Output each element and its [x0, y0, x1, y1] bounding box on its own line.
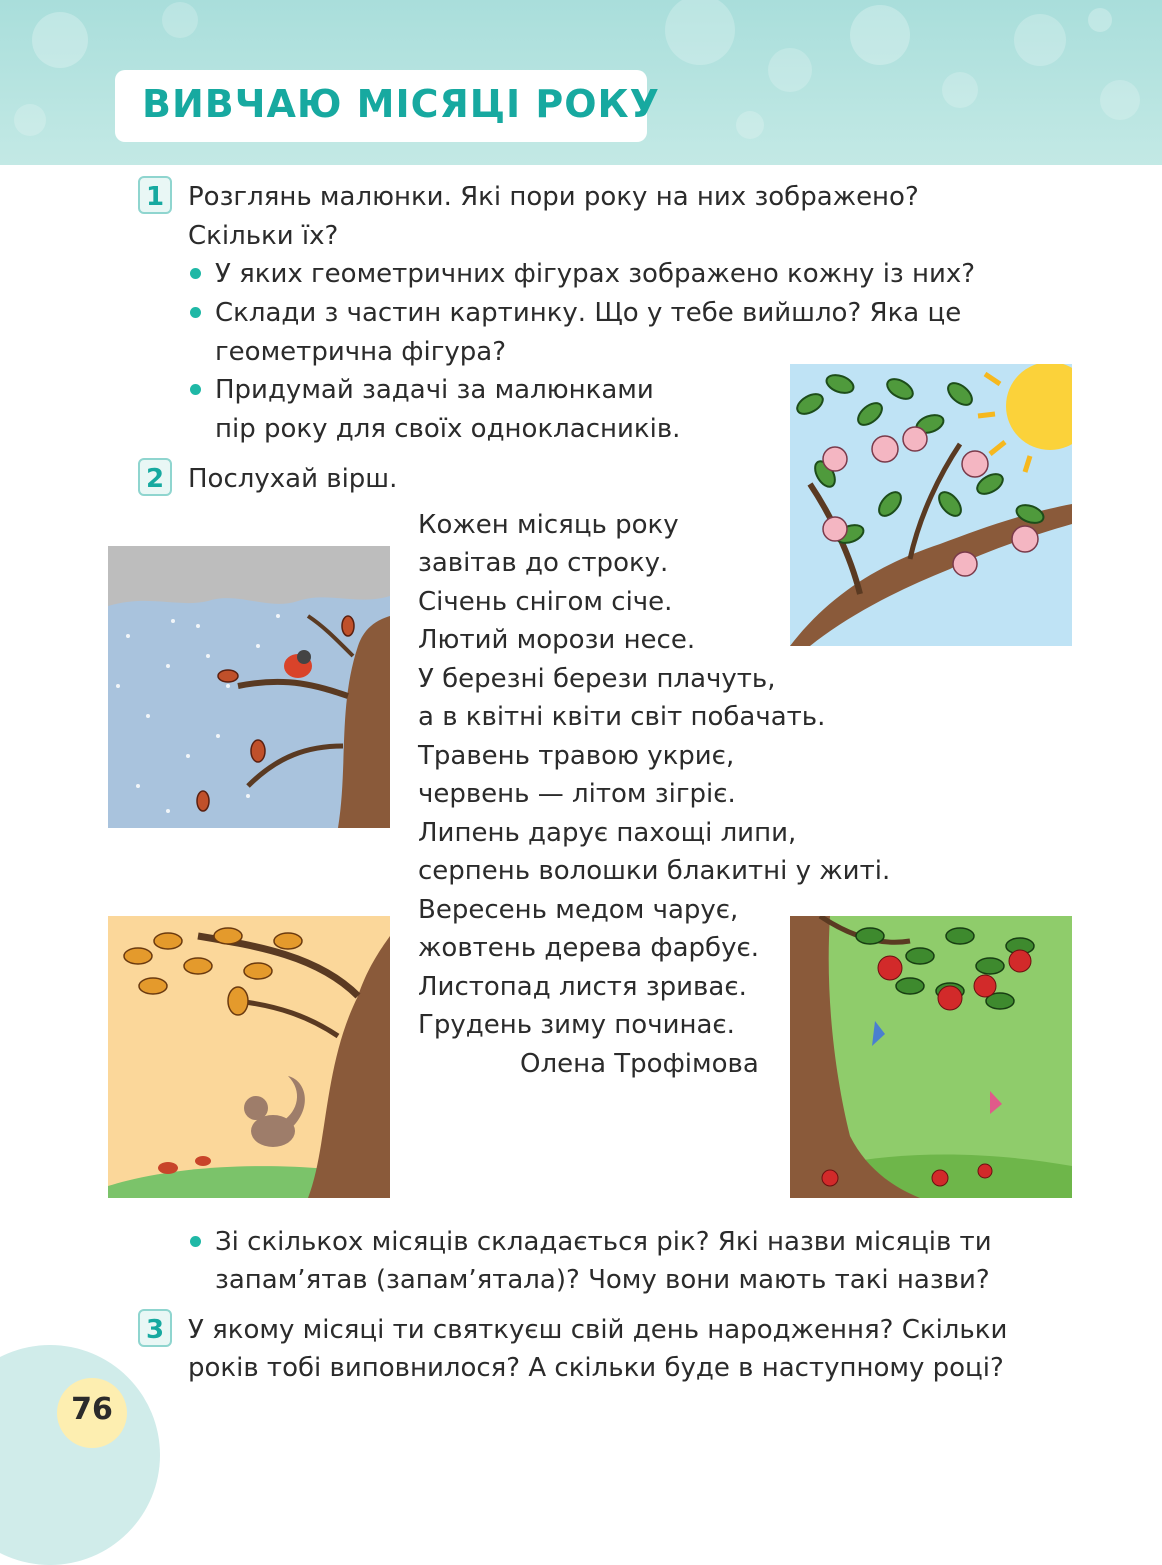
poem-line: Липень дарує пахощі липи,	[418, 818, 797, 848]
poem-line: червень — літом зігріє.	[418, 779, 736, 809]
task1-line-2: Скільки їх?	[188, 221, 339, 251]
bullet-dot	[190, 307, 201, 318]
poem-line: а в квітні квіти світ побачать.	[418, 702, 826, 732]
bullet-dot	[190, 268, 201, 279]
poem-author: Олена Трофімова	[520, 1049, 759, 1079]
autumn-picture	[108, 916, 390, 1198]
task2-question-line-2: запам’ятав (запам’ятала)? Чому вони мають такі назви?	[215, 1265, 990, 1295]
page-corner-decoration	[0, 1345, 160, 1565]
poem-line: Вересень медом чарує,	[418, 895, 739, 925]
task1-bullet-3-line-2: пір року для своїх однокласників.	[215, 414, 681, 444]
task-number-2: 2	[138, 458, 172, 496]
page-number: 76	[71, 1392, 113, 1427]
poem-line: Травень травою укриє,	[418, 741, 735, 771]
task3-line-1: У якому місяці ти святкуєш свій день народження? Скільки	[188, 1315, 1008, 1345]
poem-line: Лютий морози несе.	[418, 625, 696, 655]
task1-bullet-2-line-2: геометрична фігура?	[215, 337, 507, 367]
summer-picture	[790, 916, 1072, 1198]
task-number-3: 3	[138, 1309, 172, 1347]
poem-line: Листопад листя зриває.	[418, 972, 747, 1002]
spring-picture	[790, 364, 1072, 646]
task1-line-1: Розглянь малюнки. Які пори року на них зображено?	[188, 182, 919, 212]
task-number-1: 1	[138, 176, 172, 214]
poem-line: У березні берези плачуть,	[418, 664, 776, 694]
bullet-dot	[190, 1236, 201, 1247]
task1-bullet-3-line-1: Придумай задачі за малюнками	[215, 375, 654, 405]
poem-line: Січень снігом січе.	[418, 587, 673, 617]
page-title: ВИВЧАЮ МІСЯЦІ РОКУ	[142, 82, 660, 126]
task3-line-2: років тобі виповнилося? А скільки буде в наступному році?	[188, 1353, 1004, 1383]
poem-line: завітав до строку.	[418, 548, 669, 578]
winter-picture	[108, 546, 390, 828]
task1-bullet-1: У яких геометричних фігурах зображено кожну із них?	[215, 259, 976, 289]
bullet-dot	[190, 384, 201, 395]
poem-line: Кожен місяць року	[418, 510, 679, 540]
poem-line: серпень волошки блакитні у житі.	[418, 856, 891, 886]
task2-question-line-1: Зі скількох місяців складається рік? Які назви місяців ти	[215, 1227, 992, 1257]
poem-line: жовтень дерева фарбує.	[418, 933, 759, 963]
poem-line: Грудень зиму починає.	[418, 1010, 735, 1040]
task1-bullet-2-line-1: Склади з частин картинку. Що у тебе вийшло? Яка це	[215, 298, 962, 328]
task2-intro: Послухай вірш.	[188, 464, 398, 494]
